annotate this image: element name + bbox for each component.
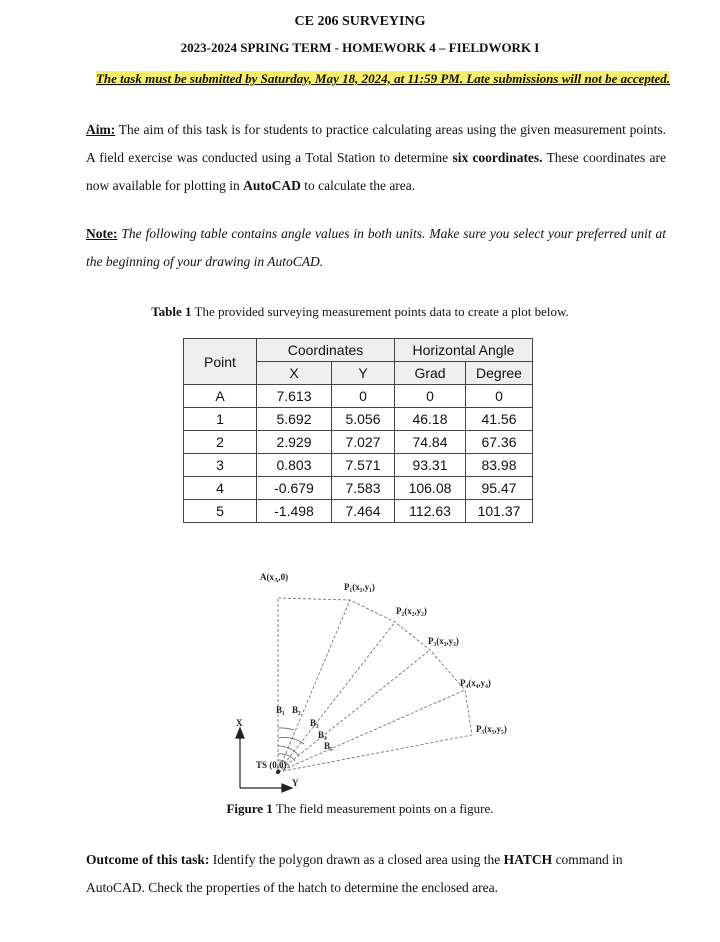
label-p5: P₅(x₅,y₅) bbox=[476, 724, 507, 734]
table-caption bbox=[0, 304, 720, 320]
table-caption-label: Table 1 bbox=[151, 304, 192, 319]
aim-paragraph bbox=[86, 116, 666, 200]
total-station-point bbox=[276, 770, 280, 774]
figure-caption-text: The field measurement points on a figure. bbox=[272, 801, 494, 816]
label-p3: P₃(x₃,y₃) bbox=[428, 636, 459, 646]
note-label: Note: bbox=[86, 226, 118, 241]
outcome-bold-hatch: HATCH bbox=[503, 852, 553, 867]
label-p1: P₁(x₁,y₁) bbox=[344, 582, 375, 592]
cell-degree: 0 bbox=[466, 385, 533, 408]
cell-degree: 83.98 bbox=[466, 454, 533, 477]
table-row bbox=[184, 408, 533, 431]
deadline-highlight: The task must be submitted by Saturday, May 18, 2024, at 11:59 PM. Late submissions will not be accepted. bbox=[95, 71, 671, 86]
homework-subtitle: 2023-2024 SPRING TERM - HOMEWORK 4 – FIELDWORK I bbox=[180, 40, 540, 55]
cell-point: 3 bbox=[184, 454, 257, 477]
cell-x: 0.803 bbox=[257, 454, 332, 477]
note-paragraph bbox=[86, 220, 666, 276]
aim-text-2: These coordinates are now available for plotting in bbox=[86, 150, 666, 193]
outcome-text-2: command in AutoCAD. Check the properties of the hatch to determine the enclosed area. bbox=[86, 852, 623, 895]
label-a: $A(x_A,0)$ bbox=[260, 572, 289, 584]
cell-y: 7.571 bbox=[332, 454, 395, 477]
measurement-figure bbox=[220, 560, 560, 800]
label-ts: TS (0,0) bbox=[256, 760, 287, 770]
table-row bbox=[184, 431, 533, 454]
label-b3: B₃ bbox=[310, 718, 319, 728]
header-y: Y bbox=[332, 362, 395, 385]
axis-x-arrow bbox=[236, 728, 244, 738]
header-x: X bbox=[257, 362, 332, 385]
header-coordinates: Coordinates bbox=[257, 339, 395, 362]
axis-y-arrow bbox=[282, 784, 292, 792]
label-axis-y: Y bbox=[292, 778, 299, 788]
cell-grad: 74.84 bbox=[395, 431, 466, 454]
cell-x: 5.692 bbox=[257, 408, 332, 431]
deadline-notice bbox=[88, 64, 678, 93]
cell-x: 7.613 bbox=[257, 385, 332, 408]
cell-y: 7.464 bbox=[332, 500, 395, 523]
ray-p5 bbox=[278, 735, 472, 772]
ray-p3 bbox=[278, 650, 430, 772]
cell-grad: 93.31 bbox=[395, 454, 466, 477]
cell-degree: 101.37 bbox=[466, 500, 533, 523]
figure-caption bbox=[0, 801, 720, 817]
outcome-paragraph bbox=[86, 846, 676, 902]
aim-label: Aim: bbox=[86, 122, 116, 137]
label-p2: P₂(x₂,y₂) bbox=[396, 606, 427, 616]
measurement-table bbox=[183, 338, 533, 523]
label-b4: B₄ bbox=[318, 730, 327, 740]
aim-text-3: to calculate the area. bbox=[300, 178, 416, 193]
label-p4: P₄(x₄,y₄) bbox=[460, 678, 491, 688]
table-caption-text: The provided surveying measurement points data to create a plot below. bbox=[191, 304, 569, 319]
cell-grad: 0 bbox=[395, 385, 466, 408]
outcome-text-1: Identify the polygon drawn as a closed area using the bbox=[209, 852, 504, 867]
table-row bbox=[184, 477, 533, 500]
aim-bold-six-coordinates: six coordinates. bbox=[452, 150, 543, 165]
table-row bbox=[184, 500, 533, 523]
outcome-label: Outcome of this task: bbox=[86, 852, 210, 867]
course-title: CE 206 SURVEYING bbox=[294, 14, 426, 29]
figure-caption-label: Figure 1 bbox=[226, 801, 273, 816]
table-row bbox=[184, 385, 533, 408]
label-b5: B₅ bbox=[324, 741, 333, 751]
cell-degree: 41.56 bbox=[466, 408, 533, 431]
polygon-outline bbox=[278, 598, 472, 735]
cell-x: -1.498 bbox=[257, 500, 332, 523]
label-b1: B₁ bbox=[276, 705, 285, 715]
cell-grad: 46.18 bbox=[395, 408, 466, 431]
cell-point: A bbox=[184, 385, 257, 408]
aim-text-1: The aim of this task is for students to practice calculating areas using the given measurement points. A field exercise was conducted using a Total Station to determine bbox=[86, 122, 666, 165]
note-text: The following table contains angle values in both units. Make sure you select your preferred unit at the beginning of your drawing in AutoCAD. bbox=[86, 226, 666, 269]
cell-point: 2 bbox=[184, 431, 257, 454]
cell-y: 5.056 bbox=[332, 408, 395, 431]
cell-point: 4 bbox=[184, 477, 257, 500]
label-axis-x: X bbox=[236, 718, 243, 728]
cell-point: 5 bbox=[184, 500, 257, 523]
cell-grad: 112.63 bbox=[395, 500, 466, 523]
cell-y: 0 bbox=[332, 385, 395, 408]
arc-b1 bbox=[278, 728, 294, 730]
cell-grad: 106.08 bbox=[395, 477, 466, 500]
cell-degree: 95.47 bbox=[466, 477, 533, 500]
label-b2: B₂ bbox=[292, 705, 301, 715]
cell-x: 2.929 bbox=[257, 431, 332, 454]
header-degree: Degree bbox=[466, 362, 533, 385]
header-horizontal-angle: Horizontal Angle bbox=[395, 339, 533, 362]
table-row bbox=[184, 454, 533, 477]
header-grad: Grad bbox=[395, 362, 466, 385]
arc-b3 bbox=[278, 746, 299, 756]
ray-p1 bbox=[278, 600, 350, 772]
cell-point: 1 bbox=[184, 408, 257, 431]
header-point: Point bbox=[184, 339, 257, 385]
cell-degree: 67.36 bbox=[466, 431, 533, 454]
cell-y: 7.583 bbox=[332, 477, 395, 500]
aim-bold-autocad: AutoCAD bbox=[243, 178, 301, 193]
cell-y: 7.027 bbox=[332, 431, 395, 454]
ray-p2 bbox=[278, 622, 395, 772]
ray-p4 bbox=[278, 690, 465, 772]
cell-x: -0.679 bbox=[257, 477, 332, 500]
